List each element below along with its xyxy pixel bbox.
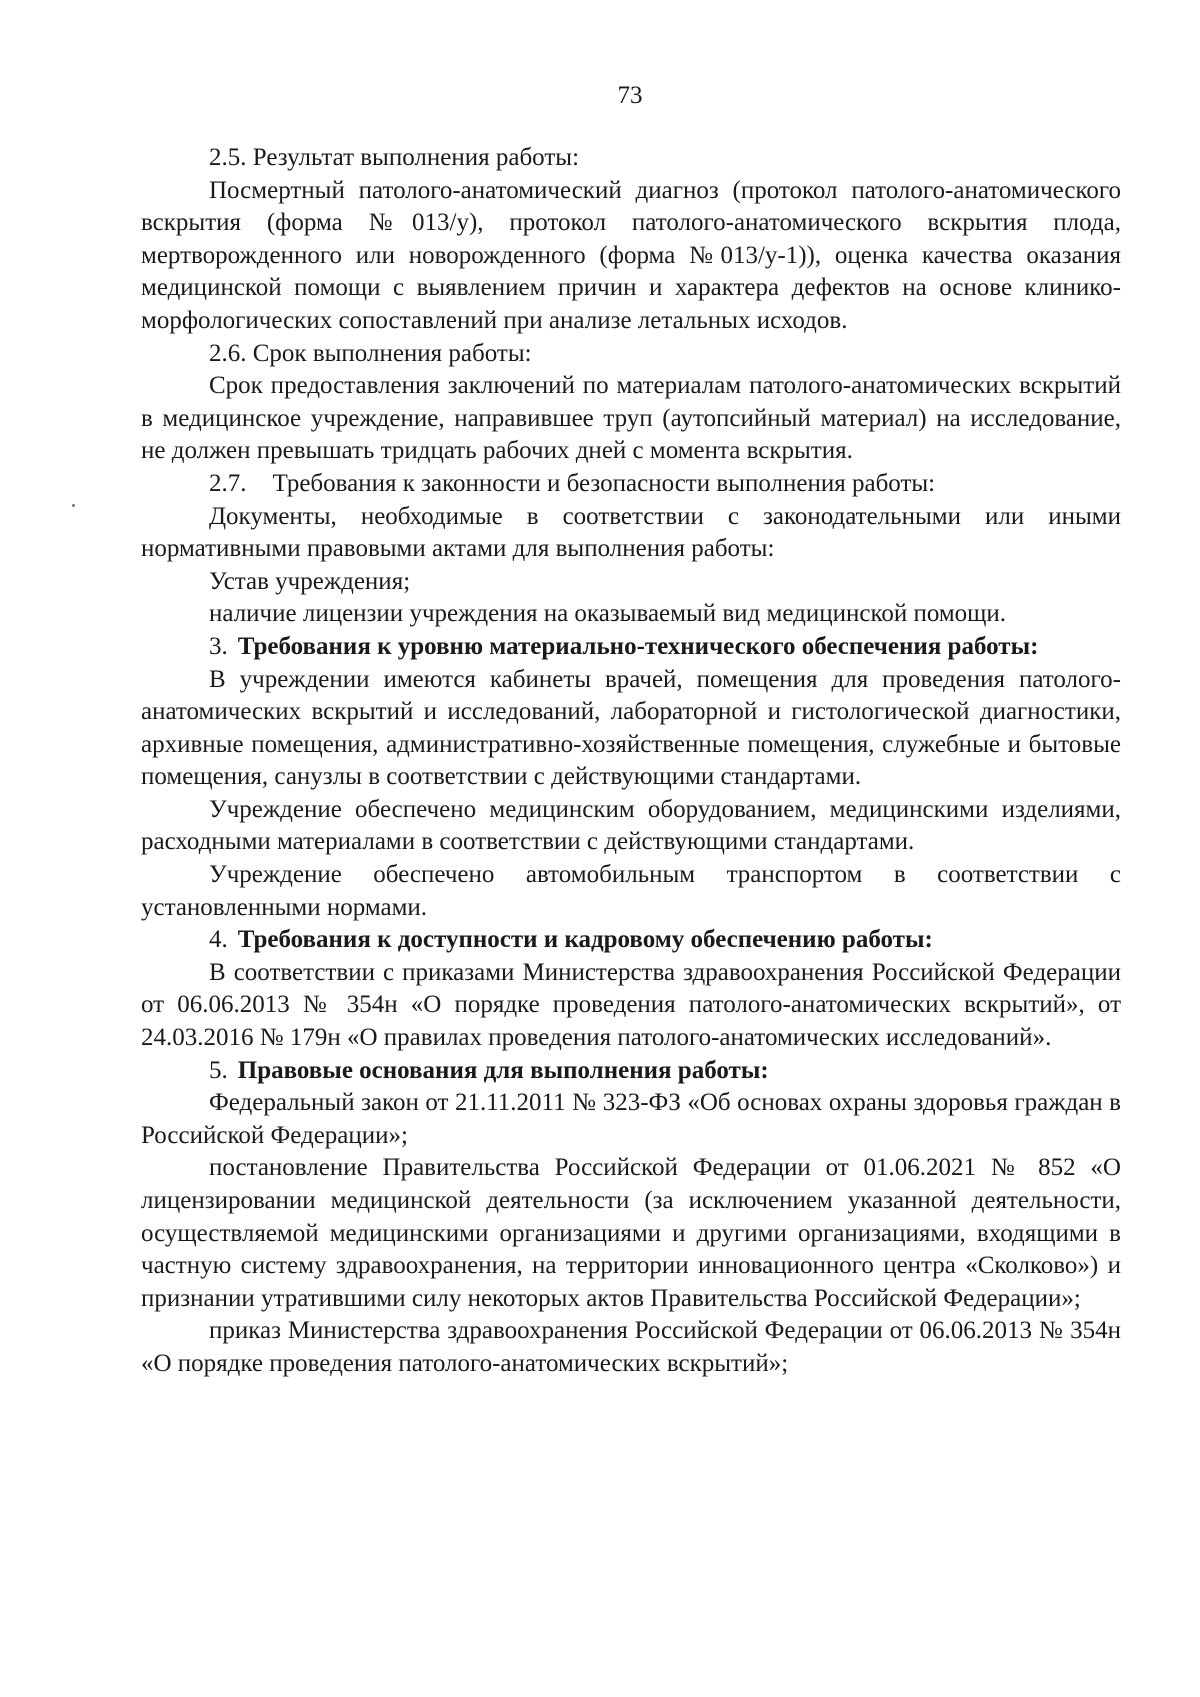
section-3-paragraph: Учреждение обеспечено автомобильным транспортом в соответствии с установленными нормами. [141, 861, 1121, 921]
section-4-title: Требования к доступности и кадровому обеспечению работы: [237, 926, 933, 954]
section-5-title: Правовые основания для выполнения работы: [237, 1056, 769, 1084]
scan-speck [72, 504, 75, 507]
section-5-paragraph: постановление Правительства Российской Федерации от 01.06.2021 № 852 «О лицензировании медицинской деятельности (за исключением указанной деятельности, осуществляемой медицинскими организациями и другими организациями, входящими в частную систему здравоохранения, на территории инновационного центра «Сколково») и признании утратившими силу некоторых актов Правительства Российской Федерации»; [141, 1154, 1121, 1312]
section-4-heading [141, 924, 1121, 957]
section-3-title: Требования к уровню материально-технического обеспечения работы: [237, 632, 1039, 660]
section-3-paragraph: В учреждении имеются кабинеты врачей, помещения для проведения патолого-анатомических вскрытий и исследований, лабораторной и гистологической диагностики, архивные помещения, административно-хозяйственные помещения, служебные и бытовые помещения, санузлы в соответствии с действующими стандартами. [141, 665, 1121, 791]
section-2-7-number: 2.7. [209, 469, 247, 497]
section-3-paragraph: Учреждение обеспечено медицинским оборудованием, медицинскими изделиями, расходными материалами в соответствии с действующими стандартами. [141, 795, 1121, 856]
section-2-7-item: наличие лицензии учреждения на оказываемый вид медицинской помощи. [209, 600, 1007, 628]
section-2-5-heading: 2.5. Результат выполнения работы: [209, 144, 580, 171]
section-4-number: 4. [209, 926, 228, 954]
section-3-heading [141, 631, 1121, 664]
section-3-number: 3. [209, 632, 228, 660]
section-2-6-heading: 2.6. Срок выполнения работы: [209, 339, 532, 367]
section-2-6-body: Срок предоставления заключений по материалам патолого-анатомических вскрытий в медицинское учреждение, направившее труп (аутопсийный материал) на исследование, не должен превышать тридцать рабочих дней с момента вскрытия. [141, 372, 1121, 465]
section-2-5-body: Посмертный патолого-анатомический диагноз (протокол патолого-анатомического вскрытия (форма №013/у), протокол патолого-анатомического вскрытия плода, мертворожденного или новорожденного (форма №013/у-1)), оценка качества оказания медицинской помощи с выявлением причин и характера дефектов на основе клинико-морфологических сопоставлений при анализе летальных исходов. [141, 176, 1121, 334]
section-2-7-heading [141, 468, 1121, 501]
section-4-body: В соответствии с приказами Министерства здравоохранения Российской Федерации от 06.06.2013 № 354н «О порядке проведения патолого-анатомических вскрытий», от 24.03.2016 № 179н «О правилах проведения патолого-анатомических исследований». [141, 958, 1121, 1052]
section-2-7-item: Устав учреждения; [209, 567, 411, 595]
section-5-heading [141, 1055, 1121, 1088]
section-2-7-body: Документы, необходимые в соответствии с законодательными или иными нормативными правовыми актами для выполнения работы: [141, 502, 1121, 563]
section-5-number: 5. [209, 1056, 228, 1084]
section-5-paragraph: приказ Министерства здравоохранения Российской Федерации от 06.06.2013 № 354н «О порядке проведения патолого-анатомических вскрытий»; [141, 1317, 1121, 1377]
section-5-paragraph: Федеральный закон от 21.11.2011 № 323-ФЗ «Об основах охраны здоровья граждан в Российской Федерации»; [141, 1089, 1121, 1149]
page-number: 73 [617, 82, 643, 109]
document-body [141, 142, 1121, 1381]
section-2-7-title: Требования к законности и безопасности выполнения работы: [272, 469, 936, 497]
